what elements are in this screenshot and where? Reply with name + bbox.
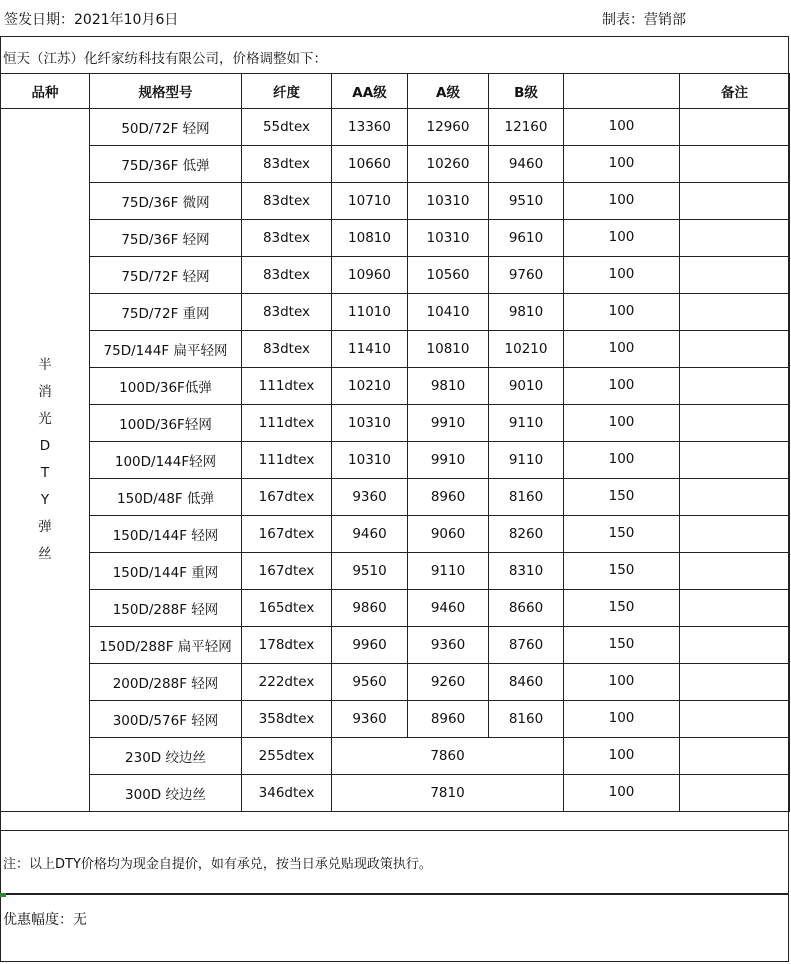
aa-price-cell: 10710	[332, 183, 408, 220]
variety-char: D	[39, 438, 51, 454]
aa-price-cell: 9360	[332, 701, 408, 738]
aa-price-cell: 9960	[332, 627, 408, 664]
table-row	[1, 405, 790, 442]
aa-price-cell: 11410	[332, 331, 408, 368]
b-price-cell: 9510	[489, 183, 564, 220]
aa-price-cell: 9460	[332, 516, 408, 553]
header-aa-grade: AA级	[332, 74, 408, 109]
header-a-grade: A级	[408, 74, 489, 109]
remark-cell	[680, 294, 790, 331]
b-price-cell: 9810	[489, 294, 564, 331]
variety-char: Y	[40, 492, 50, 508]
b-price-cell: 12160	[489, 109, 564, 146]
a-price-cell: 8960	[408, 479, 489, 516]
header-blank	[564, 74, 680, 109]
header-variety: 品种	[1, 74, 90, 109]
aa-price-cell: 9860	[332, 590, 408, 627]
b-price-cell: 9010	[489, 368, 564, 405]
a-price-cell: 9910	[408, 405, 489, 442]
table-bottom-divider	[0, 830, 789, 831]
spec-cell: 75D/144F 扁平轻网	[90, 331, 242, 368]
variety-char: 半	[38, 357, 52, 373]
spec-cell: 100D/36F低弹	[90, 368, 242, 405]
remark-cell	[680, 331, 790, 368]
b-price-cell: 8260	[489, 516, 564, 553]
variety-char: 光	[38, 411, 52, 427]
spec-cell: 75D/36F 微网	[90, 183, 242, 220]
price-note: 注：以上DTY价格均为现金自提价，如有承兑，按当日承兑贴现政策执行。	[3, 857, 432, 872]
a-price-cell: 9110	[408, 553, 489, 590]
a-price-cell: 8960	[408, 701, 489, 738]
header-b-grade: B级	[489, 74, 564, 109]
denier-cell: 83dtex	[242, 220, 332, 257]
b-price-cell: 9610	[489, 220, 564, 257]
aa-price-cell: 11010	[332, 294, 408, 331]
table-row	[1, 516, 790, 553]
remark-cell	[680, 775, 790, 812]
table-row	[1, 146, 790, 183]
aa-price-cell: 10310	[332, 442, 408, 479]
remark-cell	[680, 516, 790, 553]
denier-cell: 178dtex	[242, 627, 332, 664]
variety-char: 弹	[38, 519, 52, 535]
remark-cell	[680, 627, 790, 664]
denier-cell: 167dtex	[242, 516, 332, 553]
denier-cell: 222dtex	[242, 664, 332, 701]
remark-cell	[680, 220, 790, 257]
denier-cell: 83dtex	[242, 294, 332, 331]
corner-mark	[0, 893, 6, 897]
table-row	[1, 257, 790, 294]
variety-char: 消	[38, 384, 52, 400]
merged-price-cell: 7810	[332, 775, 564, 812]
b-price-cell: 9110	[489, 405, 564, 442]
remark-cell	[680, 442, 790, 479]
extra-value-cell: 100	[564, 109, 680, 146]
b-price-cell: 8160	[489, 701, 564, 738]
table-row	[1, 442, 790, 479]
remark-cell	[680, 590, 790, 627]
spec-cell: 150D/48F 低弹	[90, 479, 242, 516]
b-price-cell: 8660	[489, 590, 564, 627]
a-price-cell: 10310	[408, 220, 489, 257]
spec-cell: 200D/288F 轻网	[90, 664, 242, 701]
table-row	[1, 479, 790, 516]
spec-cell: 75D/36F 低弹	[90, 146, 242, 183]
denier-cell: 358dtex	[242, 701, 332, 738]
aa-price-cell: 10210	[332, 368, 408, 405]
a-price-cell: 9060	[408, 516, 489, 553]
denier-cell: 83dtex	[242, 183, 332, 220]
b-price-cell: 8160	[489, 479, 564, 516]
extra-value-cell: 100	[564, 220, 680, 257]
spec-cell: 75D/36F 轻网	[90, 220, 242, 257]
extra-value-cell: 150	[564, 516, 680, 553]
table-row	[1, 590, 790, 627]
price-table	[0, 73, 790, 812]
denier-cell: 111dtex	[242, 442, 332, 479]
aa-price-cell: 10660	[332, 146, 408, 183]
spec-cell: 300D 绞边丝	[90, 775, 242, 812]
merged-price-cell: 7860	[332, 738, 564, 775]
spec-cell: 50D/72F 轻网	[90, 109, 242, 146]
extra-value-cell: 100	[564, 331, 680, 368]
extra-value-cell: 100	[564, 775, 680, 812]
a-price-cell: 10560	[408, 257, 489, 294]
a-price-cell: 10260	[408, 146, 489, 183]
header-spec: 规格型号	[90, 74, 242, 109]
variety-char: 丝	[38, 546, 52, 562]
aa-price-cell: 10810	[332, 220, 408, 257]
denier-cell: 111dtex	[242, 368, 332, 405]
aa-price-cell: 13360	[332, 109, 408, 146]
denier-cell: 255dtex	[242, 738, 332, 775]
spec-cell: 230D 绞边丝	[90, 738, 242, 775]
header-remark: 备注	[680, 74, 790, 109]
maker-label: 制表：营销部	[602, 12, 686, 28]
table-row	[1, 553, 790, 590]
table-row	[1, 664, 790, 701]
extra-value-cell: 100	[564, 294, 680, 331]
a-price-cell: 9460	[408, 590, 489, 627]
aa-price-cell: 9360	[332, 479, 408, 516]
a-price-cell: 9260	[408, 664, 489, 701]
spec-cell: 150D/288F 轻网	[90, 590, 242, 627]
aa-price-cell: 10310	[332, 405, 408, 442]
denier-cell: 167dtex	[242, 479, 332, 516]
remark-cell	[680, 146, 790, 183]
remark-cell	[680, 368, 790, 405]
table-row	[1, 701, 790, 738]
remark-cell	[680, 553, 790, 590]
remark-cell	[680, 183, 790, 220]
a-price-cell: 12960	[408, 109, 489, 146]
spec-cell: 75D/72F 重网	[90, 294, 242, 331]
extra-value-cell: 150	[564, 590, 680, 627]
table-row	[1, 627, 790, 664]
spec-cell: 150D/144F 重网	[90, 553, 242, 590]
remark-cell	[680, 738, 790, 775]
aa-price-cell: 9510	[332, 553, 408, 590]
extra-value-cell: 150	[564, 553, 680, 590]
remark-cell	[680, 257, 790, 294]
denier-cell: 83dtex	[242, 257, 332, 294]
denier-cell: 167dtex	[242, 553, 332, 590]
spec-cell: 150D/288F 扁平轻网	[90, 627, 242, 664]
header-denier: 纤度	[242, 74, 332, 109]
top-header	[0, 0, 791, 36]
a-price-cell: 9360	[408, 627, 489, 664]
denier-cell: 346dtex	[242, 775, 332, 812]
a-price-cell: 10410	[408, 294, 489, 331]
extra-value-cell: 150	[564, 479, 680, 516]
b-price-cell: 9110	[489, 442, 564, 479]
table-row	[1, 738, 790, 775]
denier-cell: 83dtex	[242, 146, 332, 183]
table-row	[1, 294, 790, 331]
variety-char: T	[40, 465, 50, 481]
extra-value-cell: 100	[564, 368, 680, 405]
table-row	[1, 368, 790, 405]
b-price-cell: 8760	[489, 627, 564, 664]
extra-value-cell: 150	[564, 627, 680, 664]
extra-value-cell: 100	[564, 701, 680, 738]
table-row	[1, 775, 790, 812]
table-row	[1, 220, 790, 257]
spec-cell: 300D/576F 轻网	[90, 701, 242, 738]
denier-cell: 55dtex	[242, 109, 332, 146]
b-price-cell: 8460	[489, 664, 564, 701]
a-price-cell: 10810	[408, 331, 489, 368]
discount-line: 优惠幅度：无	[3, 912, 87, 928]
spec-cell: 100D/144F轻网	[90, 442, 242, 479]
aa-price-cell: 9560	[332, 664, 408, 701]
extra-value-cell: 100	[564, 442, 680, 479]
variety-cell	[1, 109, 90, 812]
remark-cell	[680, 405, 790, 442]
extra-value-cell: 100	[564, 405, 680, 442]
extra-value-cell: 100	[564, 183, 680, 220]
a-price-cell: 9810	[408, 368, 489, 405]
remark-cell	[680, 664, 790, 701]
remark-cell	[680, 109, 790, 146]
table-row	[1, 331, 790, 368]
b-price-cell: 10210	[489, 331, 564, 368]
b-price-cell: 9460	[489, 146, 564, 183]
company-line: 恒天（江苏）化纤家纺科技有限公司，价格调整如下：	[3, 51, 327, 67]
table-header-row	[1, 74, 790, 109]
extra-value-cell: 100	[564, 146, 680, 183]
denier-cell: 165dtex	[242, 590, 332, 627]
denier-cell: 111dtex	[242, 405, 332, 442]
table-body	[1, 109, 790, 812]
a-price-cell: 10310	[408, 183, 489, 220]
table-row	[1, 183, 790, 220]
issue-date: 签发日期：2021年10月6日	[4, 12, 179, 28]
spec-cell: 75D/72F 轻网	[90, 257, 242, 294]
b-price-cell: 9760	[489, 257, 564, 294]
table-row	[1, 109, 790, 146]
spec-cell: 150D/144F 轻网	[90, 516, 242, 553]
aa-price-cell: 10960	[332, 257, 408, 294]
note-divider	[0, 893, 789, 895]
extra-value-cell: 100	[564, 738, 680, 775]
denier-cell: 83dtex	[242, 331, 332, 368]
extra-value-cell: 100	[564, 257, 680, 294]
remark-cell	[680, 701, 790, 738]
a-price-cell: 9910	[408, 442, 489, 479]
remark-cell	[680, 479, 790, 516]
extra-value-cell: 100	[564, 664, 680, 701]
b-price-cell: 8310	[489, 553, 564, 590]
spec-cell: 100D/36F轻网	[90, 405, 242, 442]
